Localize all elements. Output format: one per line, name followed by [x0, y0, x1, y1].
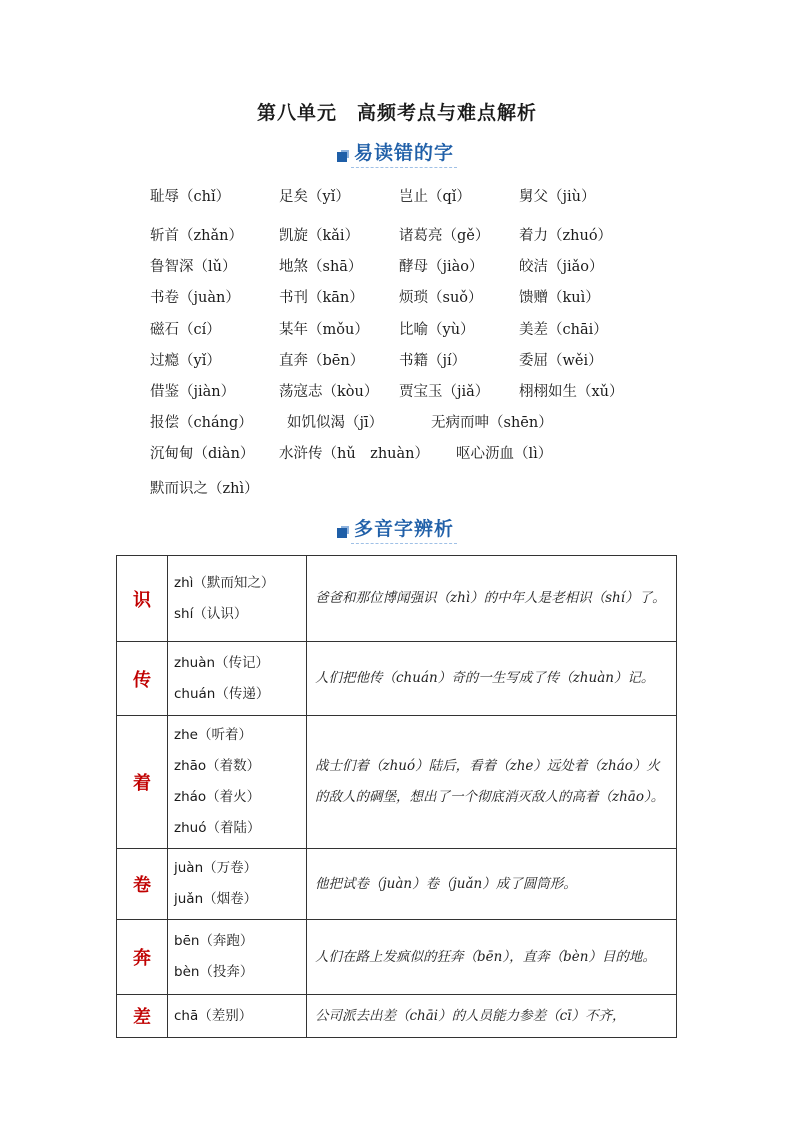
- reading: bēn（奔跑）: [174, 933, 254, 949]
- polyphone-table: [116, 555, 677, 1038]
- table-row: [117, 995, 677, 1038]
- word-item: 凯旋（kǎi）: [279, 228, 360, 244]
- word-item: 荡寇志（kòu）: [279, 384, 379, 400]
- word-item: 地煞（shā）: [279, 259, 363, 275]
- readings-cell: [168, 920, 307, 995]
- readings-cell: [168, 849, 307, 920]
- example-sentence: 爸爸和那位博闻强识（zhì）的中年人是老相识（shí）了。: [307, 556, 677, 642]
- section-marker-icon: [337, 528, 347, 538]
- word-item: 着力（zhuó）: [519, 228, 613, 244]
- word-item: 耻辱（chǐ）: [150, 189, 231, 205]
- word-item: 烦琐（suǒ）: [399, 290, 483, 306]
- word-item: 水浒传（hǔ zhuàn）: [279, 446, 429, 462]
- readings-cell: [168, 995, 307, 1038]
- reading: zhāo（着数）: [174, 758, 261, 774]
- polyphone-character: 差: [117, 995, 168, 1038]
- readings-cell: [168, 642, 307, 716]
- example-sentence: 公司派去出差（chāi）的人员能力参差（cī）不齐，: [307, 995, 677, 1038]
- reading: zháo（着火）: [174, 789, 261, 805]
- polyphone-character: 着: [117, 716, 168, 849]
- word-item: 报偿（cháng）: [150, 415, 253, 431]
- table-row: [117, 716, 677, 849]
- polyphone-character: 传: [117, 642, 168, 716]
- section-heading-polyphone: [0, 514, 794, 544]
- section-heading-label: 多音字辨析: [351, 514, 457, 544]
- word-item: 斩首（zhǎn）: [150, 228, 243, 244]
- word-item: 诸葛亮（gě）: [399, 228, 490, 244]
- reading: zhuó（着陆）: [174, 820, 261, 836]
- reading: zhuàn（传记）: [174, 654, 270, 671]
- word-item: 舅父（jiù）: [519, 189, 596, 205]
- word-item: 皎洁（jiǎo）: [519, 259, 604, 275]
- section-heading-label: 易读错的字: [351, 138, 457, 168]
- word-item: 鲁智深（lǔ）: [150, 259, 237, 275]
- word-item: 馈赠（kuì）: [519, 290, 600, 306]
- word-item: 贾宝玉（jiǎ）: [399, 384, 490, 400]
- misread-word-list: [0, 0, 794, 500]
- example-sentence: 战士们着（zhuó）陆后，看着（zhe）远处着（zháo）火的敌人的碉堡，想出了一个彻底消灭敌人的高着（zhāo）。: [307, 716, 677, 849]
- word-item: 岂止（qǐ）: [399, 189, 471, 205]
- table-row: [117, 556, 677, 642]
- table-row: [117, 849, 677, 920]
- word-item: 某年（mǒu）: [279, 322, 369, 338]
- table-row: [117, 642, 677, 716]
- example-sentence: 他把试卷（juàn）卷（juǎn）成了圆筒形。: [307, 849, 677, 920]
- reading: juàn（万卷）: [174, 860, 258, 876]
- polyphone-character: 卷: [117, 849, 168, 920]
- word-item: 默而识之（zhì）: [150, 481, 259, 497]
- example-sentence: 人们把他传（chuán）奇的一生写成了传（zhuàn）记。: [307, 642, 677, 716]
- word-item: 借鉴（jiàn）: [150, 384, 236, 400]
- polyphone-character: 识: [117, 556, 168, 642]
- word-item: 书籍（jí）: [399, 353, 467, 369]
- word-item: 书卷（juàn）: [150, 290, 240, 306]
- example-sentence: 人们在路上发疯似的狂奔（bēn），直奔（bèn）目的地。: [307, 920, 677, 995]
- reading: bèn（投奔）: [174, 964, 254, 980]
- word-item: 栩栩如生（xǔ）: [519, 384, 624, 400]
- table-row: [117, 920, 677, 995]
- word-item: 无病而呻（shēn）: [431, 415, 553, 431]
- reading: zhì（默而知之）: [174, 574, 275, 591]
- word-item: 沉甸甸（diàn）: [150, 446, 255, 462]
- word-item: 直奔（bēn）: [279, 353, 365, 369]
- reading: juǎn（烟卷）: [174, 891, 258, 907]
- polyphone-character: 奔: [117, 920, 168, 995]
- word-item: 委屈（wěi）: [519, 353, 603, 369]
- reading: shí（认识）: [174, 605, 248, 622]
- word-item: 如饥似渴（jī）: [287, 415, 384, 431]
- word-item: 美差（chāi）: [519, 322, 608, 338]
- reading: chā（差别）: [174, 1007, 253, 1024]
- readings-cell: [168, 716, 307, 849]
- word-item: 酵母（jiào）: [399, 259, 484, 275]
- word-item: 比喻（yù）: [399, 322, 475, 338]
- page-title: 第八单元 高频考点与难点解析: [256, 102, 537, 124]
- word-item: 呕心沥血（lì）: [456, 446, 553, 462]
- word-item: 足矣（yǐ）: [279, 189, 350, 205]
- word-item: 磁石（cí）: [150, 322, 221, 338]
- reading: zhe（听着）: [174, 727, 252, 743]
- word-item: 书刊（kān）: [279, 290, 364, 306]
- reading: chuán（传递）: [174, 685, 270, 702]
- readings-cell: [168, 556, 307, 642]
- word-item: 过瘾（yǐ）: [150, 353, 221, 369]
